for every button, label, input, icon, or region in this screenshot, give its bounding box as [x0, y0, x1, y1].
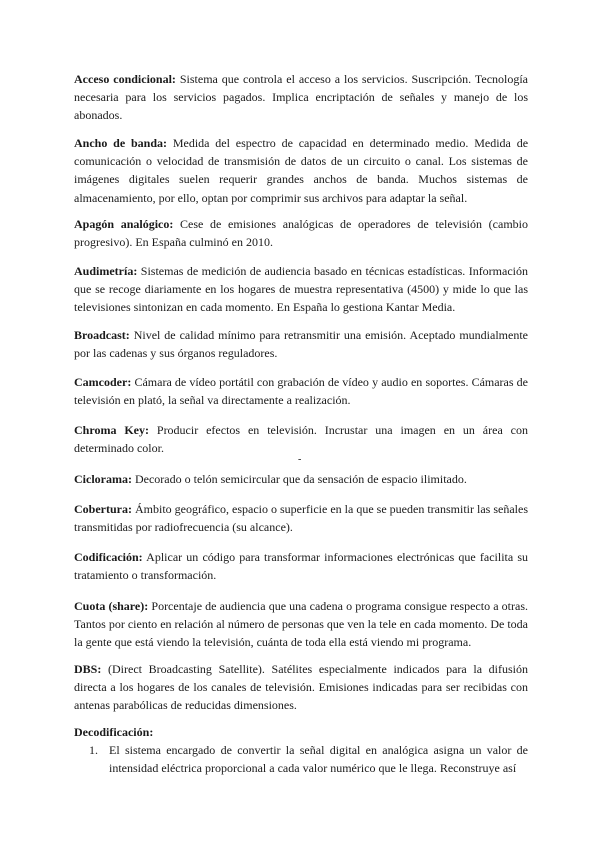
entry-definition: Ámbito geográfico, espacio o superficie en la que se pueden transmitir las señales transmitidas por radiofrecuencia (su alcance).	[74, 502, 528, 535]
entry-term: Apagón analógico:	[74, 217, 174, 231]
entry-term: Codificación:	[74, 550, 143, 564]
entry-broadcast	[74, 326, 528, 362]
decodificacion-list	[74, 741, 528, 777]
entry-decodificacion	[74, 723, 528, 741]
entry-term: Audimetría:	[74, 264, 138, 278]
entry-ciclorama	[74, 470, 528, 488]
list-item-number: 1.	[89, 743, 98, 757]
entry-term: Chroma Key:	[74, 423, 149, 437]
entry-term: Acceso condicional:	[74, 72, 176, 86]
entry-term: Camcoder:	[74, 375, 132, 389]
entry-camcoder	[74, 373, 528, 409]
entry-definition: Medida del espectro de capacidad en determinado medio. Medida de comunicación o velocidad de transmisión de datos de un circuito o canal. Los sistemas de imágenes digitales suelen requerir grandes anchos de banda. Muchos sistemas de almacenamiento, por ello, optan por comprimir sus archivos para adaptar la señal.	[74, 136, 529, 205]
entry-definition: Cámara de vídeo portátil con grabación de vídeo y audio en soportes. Cámaras de televisión en plató, la señal va directamente a realización.	[74, 375, 529, 408]
entry-term: Decodificación:	[74, 725, 154, 739]
entry-definition: Producir efectos en televisión. Incrustar una imagen en un área con determinado color.	[74, 423, 528, 456]
entry-dbs	[74, 660, 528, 715]
entry-ancho-de-banda	[74, 134, 528, 207]
list-item	[74, 741, 528, 777]
entry-cobertura	[74, 500, 528, 536]
entry-definition: Decorado o telón semicircular que da sensación de espacio ilimitado.	[134, 472, 467, 486]
entry-term: Broadcast:	[74, 328, 130, 342]
entry-audimetria	[74, 262, 528, 317]
entry-definition: Sistemas de medición de audiencia basado en técnicas estadísticas. Información que se recoge diariamente en los hogares de muestra representativa (4500) y mide lo que las televisiones sintonizan en cada momento. En España lo gestiona Kantar Media.	[74, 264, 529, 315]
entry-apagon-analogico	[74, 215, 528, 251]
entry-term: Cobertura:	[74, 502, 132, 516]
entry-definition: Nivel de calidad mínimo para retransmitir una emisión. Aceptado mundialmente por las cadenas y sus órganos reguladores.	[74, 328, 529, 361]
entry-definition: Porcentaje de audiencia que una cadena o programa consigue respecto a otras. Tantos por ciento en relación al número de personas que ven la tele en cada momento. De toda la gente que está viendo la televisión, cuánta de toda ella está viendo mi programa.	[74, 599, 529, 650]
entry-definition: (Direct Broadcasting Satellite). Satélites especialmente indicados para la difusión directa a los hogares de los canales de televisión. Emisiones indicadas para ser recibidas con antenas parabólicas de reducidas dimensiones.	[74, 662, 529, 713]
entry-acceso-condicional	[74, 70, 528, 125]
stray-mark: -	[298, 454, 302, 465]
entry-term: Cuota (share):	[74, 599, 149, 613]
entry-definition: Sistema que controla el acceso a los servicios. Suscripción. Tecnología necesaria para los servicios pagados. Implica encriptación de señales y manejo de los abonados.	[74, 72, 529, 123]
list-item-text: El sistema encargado de convertir la señal digital en analógica asigna un valor de intensidad eléctrica proporcional a cada valor numérico que le llega. Reconstruye así	[109, 743, 528, 776]
entry-term: Ancho de banda:	[74, 136, 167, 150]
entry-definition: Aplicar un código para transformar informaciones electrónicas que facilita su tratamiento o transformación.	[74, 550, 529, 583]
entry-chroma-key	[74, 421, 528, 457]
entry-term: DBS:	[74, 662, 102, 676]
entry-definition: Cese de emisiones analógicas de operadores de televisión (cambio progresivo). En España culminó en 2010.	[74, 217, 529, 250]
entry-term: Ciclorama:	[74, 472, 132, 486]
entry-codificacion	[74, 548, 528, 584]
entry-cuota-share	[74, 597, 528, 652]
